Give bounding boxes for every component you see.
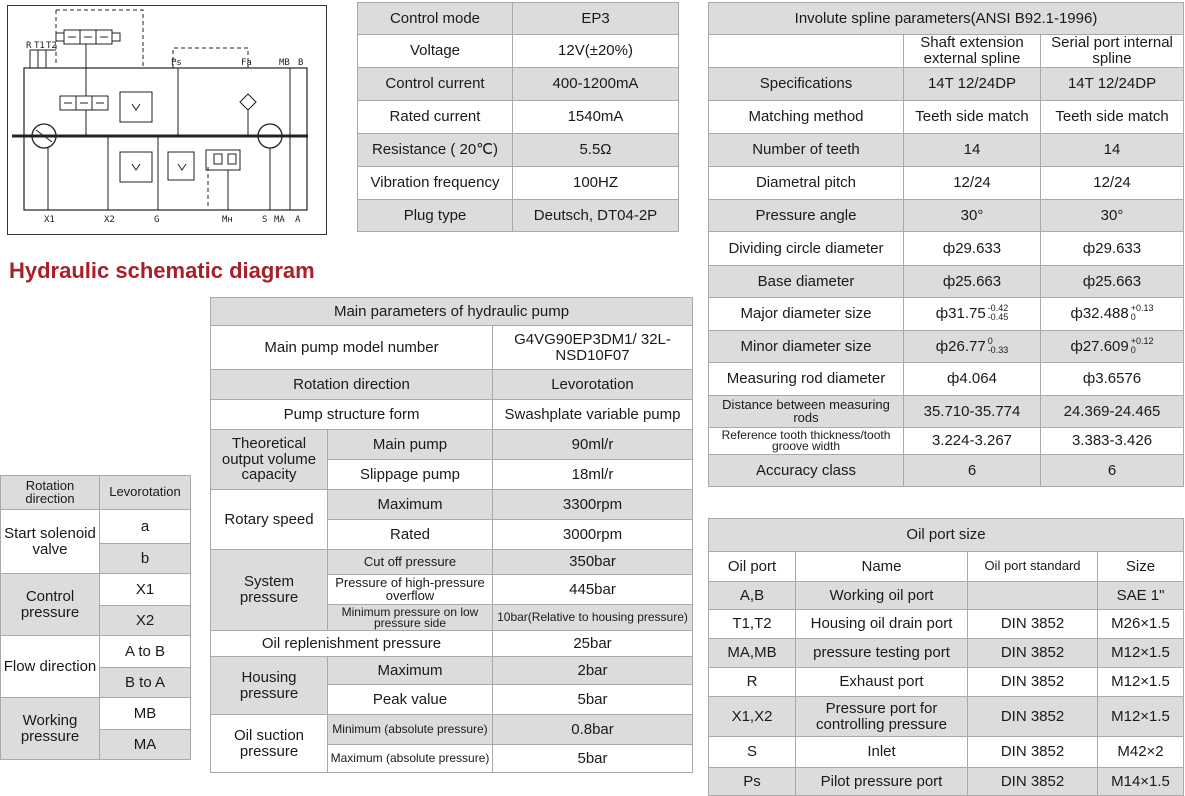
spline-col1-header: Shaft extension external spline [904,35,1041,68]
spline-table [708,2,1184,487]
spline-header-blank [709,35,904,68]
minor-v1-upper: 0 [987,335,993,346]
major-v2-value: ф32.488 [1070,304,1129,322]
control-label: Voltage [358,35,513,68]
speed-max-value: 3300rpm [493,490,693,520]
pump-model-label: Main pump model number [211,326,493,370]
spline-label: Base diameter [709,266,904,298]
oil-port-header-size: Size [1098,552,1184,582]
relief-valve-3 [168,152,194,180]
spline-label: Diametral pitch [709,167,904,200]
oil-port-cell: M12×1.5 [1098,668,1184,697]
oil-port-cell: A,B [709,582,796,610]
min-low-pressure-value: 10bar(Relative to housing pressure) [493,605,693,631]
relief-valve-1 [120,92,152,122]
spline-label: Reference tooth thickness/tooth groove width [709,428,904,455]
suction-max-value: 5bar [493,745,693,773]
spline-major-v2 [1041,298,1184,331]
spline-v1: 14T 12/24DP [904,68,1041,101]
spline-v2: 12/24 [1041,167,1184,200]
oil-port-cell [968,582,1098,610]
control-label: Control current [358,68,513,101]
oil-port-table [708,518,1184,796]
control-label: Control mode [358,3,513,35]
rotation-header-label: Rotation direction [1,476,100,510]
spline-v1: 30° [904,200,1041,232]
oil-port-cell: T1,T2 [709,610,796,639]
housing-pressure-label: Housing pressure [211,657,328,715]
hydraulic-schematic [7,5,327,235]
pump-model-value: G4VG90EP3DM1/ 32L-NSD10F07 [493,326,693,370]
control-label: Rated current [358,101,513,134]
major-v2-upper: +0.13 [1130,303,1154,313]
oil-port-cell: M26×1.5 [1098,610,1184,639]
label-s: S [262,215,268,225]
cutoff-pressure-label: Cut off pressure [328,550,493,575]
filter-symbol [240,94,256,110]
control-value: Deutsch, DT04-2P [513,200,679,232]
pump-table-title: Main parameters of hydraulic pump [211,298,693,326]
oil-port-cell: DIN 3852 [968,737,1098,768]
pump-structure-label: Pump structure form [211,400,493,430]
spline-label: Measuring rod diameter [709,363,904,396]
pump-housing-frame [24,68,307,210]
flow-b-to-a: B to A [100,668,191,698]
speed-rated-label: Rated [328,520,493,550]
spline-label: Specifications [709,68,904,101]
spline-major-v1 [904,298,1041,331]
control-table [357,2,679,232]
rotation-header-value: Levorotation [100,476,191,510]
oil-port-cell: M12×1.5 [1098,639,1184,668]
oil-port-cell: Working oil port [796,582,968,610]
label-mb: MB [279,58,290,68]
spline-label: Dividing circle diameter [709,232,904,266]
rotation-direction-value: Levorotation [493,370,693,400]
control-value: 5.5Ω [513,134,679,167]
oil-port-cell: SAE 1" [1098,582,1184,610]
control-value: 12V(±20%) [513,35,679,68]
control-value: EP3 [513,3,679,35]
oil-port-cell: DIN 3852 [968,668,1098,697]
speed-rated-value: 3000rpm [493,520,693,550]
control-value: 1540mA [513,101,679,134]
spline-v2: ф25.663 [1041,266,1184,298]
spline-v1: 12/24 [904,167,1041,200]
spline-v1: 6 [904,455,1041,487]
oil-port-cell: Pilot pressure port [796,768,968,796]
spline-v1: 35.710-35.774 [904,396,1041,428]
oil-port-cell: DIN 3852 [968,639,1098,668]
spline-label: Matching method [709,101,904,134]
label-ma: MA [274,215,285,225]
oil-port-cell: X1,X2 [709,697,796,737]
suction-min-label: Minimum (absolute pressure) [328,715,493,745]
oil-replenishment-label: Oil replenishment pressure [211,631,493,657]
label-r: R [26,41,32,51]
oil-port-title: Oil port size [709,519,1184,552]
control-x1: X1 [100,574,191,606]
spline-v2: 24.369-24.465 [1041,396,1184,428]
oil-port-cell: DIN 3852 [968,768,1098,796]
minor-v2-value: ф27.609 [1070,337,1129,355]
major-v1-value: ф31.75 [935,304,986,322]
working-pressure-label: Working pressure [1,698,100,760]
schematic-title: Hydraulic schematic diagram [9,258,315,283]
housing-max-label: Maximum [328,657,493,685]
label-mh: Mн [222,215,233,225]
oil-port-cell: Exhaust port [796,668,968,697]
oil-port-cell: DIN 3852 [968,697,1098,737]
spline-minor-v2 [1041,331,1184,363]
slippage-pump-label: Slippage pump [328,460,493,490]
solenoid-a: a [100,510,191,544]
pump-structure-value: Swashplate variable pump [493,400,693,430]
spline-v2: 30° [1041,200,1184,232]
oil-port-cell: M42×2 [1098,737,1184,768]
control-value: 400-1200mA [513,68,679,101]
oil-port-cell: DIN 3852 [968,610,1098,639]
pump-parameters-table [210,297,693,773]
system-pressure-label: System pressure [211,550,328,631]
label-x1: X1 [44,215,55,225]
spline-v1: 14 [904,134,1041,167]
major-v1-upper: -0.42 [987,303,1009,313]
label-b: B [298,58,304,68]
spline-label: Accuracy class [709,455,904,487]
minor-v1-value: ф26.77 [935,337,986,355]
oil-port-cell: R [709,668,796,697]
housing-peak-label: Peak value [328,685,493,715]
high-pressure-overflow-label: Pressure of high-pressure overflow [328,575,493,605]
oil-port-cell: S [709,737,796,768]
start-solenoid-label: Start solenoid valve [1,510,100,574]
oil-port-cell: M14×1.5 [1098,768,1184,796]
label-t2: T2 [46,41,57,51]
min-low-pressure-label: Minimum pressure on low pressure side [328,605,493,631]
oil-port-cell: Pressure port for controlling pressure [796,697,968,737]
slippage-pump-value: 18ml/r [493,460,693,490]
spline-v2: ф3.6576 [1041,363,1184,396]
solenoid-b: b [100,544,191,574]
oil-port-cell: Housing oil drain port [796,610,968,639]
main-pump-value: 90ml/r [493,430,693,460]
oil-port-cell: Ps [709,768,796,796]
oil-port-cell: pressure testing port [796,639,968,668]
spline-v1: Teeth side match [904,101,1041,134]
housing-max-value: 2bar [493,657,693,685]
major-v2-tolerance [1131,304,1154,322]
control-pressure-label: Control pressure [1,574,100,636]
label-x2: X2 [104,215,115,225]
control-label: Plug type [358,200,513,232]
spline-v1: ф29.633 [904,232,1041,266]
spline-v1: ф25.663 [904,266,1041,298]
main-pump-label: Main pump [328,430,493,460]
spline-v2: 14T 12/24DP [1041,68,1184,101]
working-mb: MB [100,698,191,730]
major-v1-tolerance [988,304,1009,322]
minor-v2-upper: +0.12 [1130,335,1154,346]
label-fa: Fa [241,58,252,68]
spline-label: Distance between measuring rods [709,396,904,428]
high-pressure-overflow-value: 445bar [493,575,693,605]
speed-max-label: Maximum [328,490,493,520]
spline-v2: ф29.633 [1041,232,1184,266]
control-label: Vibration frequency [358,167,513,200]
theoretical-output-label: Theoretical output volume capacity [211,430,328,490]
minor-v2-lower: 0 [1130,344,1136,355]
suction-min-value: 0.8bar [493,715,693,745]
oil-port-header-name: Name [796,552,968,582]
minor-v1-tolerance [988,337,1009,355]
spline-minor-label: Minor diameter size [709,331,904,363]
spline-label: Pressure angle [709,200,904,232]
rotation-direction-label: Rotation direction [211,370,493,400]
rotation-table [0,475,191,760]
oil-port-header-standard: Oil port standard [968,552,1098,582]
label-t1: T1 [34,41,45,51]
working-ma: MA [100,730,191,760]
schematic-drawing [8,6,326,234]
control-value: 100HZ [513,167,679,200]
major-v1-lower: -0.45 [987,312,1009,322]
spline-v2: 3.383-3.426 [1041,428,1184,455]
oil-replenishment-value: 25bar [493,631,693,657]
spline-v2: 14 [1041,134,1184,167]
cutoff-pressure-value: 350bar [493,550,693,575]
spline-minor-v1 [904,331,1041,363]
relief-valve-2 [120,152,152,182]
pressure-cutoff-valve [206,150,240,170]
spline-v1: 3.224-3.267 [904,428,1041,455]
spline-v2: 6 [1041,455,1184,487]
spline-v2: Teeth side match [1041,101,1184,134]
control-label: Resistance ( 20℃) [358,134,513,167]
housing-peak-value: 5bar [493,685,693,715]
spline-title: Involute spline parameters(ANSI B92.1-1996) [709,3,1184,35]
oil-port-cell: MA,MB [709,639,796,668]
spline-major-label: Major diameter size [709,298,904,331]
oil-port-cell: M12×1.5 [1098,697,1184,737]
minor-v1-lower: -0.33 [987,344,1009,355]
suction-max-label: Maximum (absolute pressure) [328,745,493,773]
flow-direction-label: Flow direction [1,636,100,698]
spline-col2-header: Serial port internal spline [1041,35,1184,68]
spline-label: Number of teeth [709,134,904,167]
label-ps: Ps [171,58,182,68]
label-a: A [295,215,301,225]
control-x2: X2 [100,606,191,636]
label-g: G [154,215,160,225]
rotary-speed-label: Rotary speed [211,490,328,550]
oil-suction-label: Oil suction pressure [211,715,328,773]
oil-port-header-port: Oil port [709,552,796,582]
major-v2-lower: 0 [1130,312,1136,322]
flow-a-to-b: A to B [100,636,191,668]
oil-port-cell: Inlet [796,737,968,768]
minor-v2-tolerance [1131,337,1154,355]
spline-v1: ф4.064 [904,363,1041,396]
